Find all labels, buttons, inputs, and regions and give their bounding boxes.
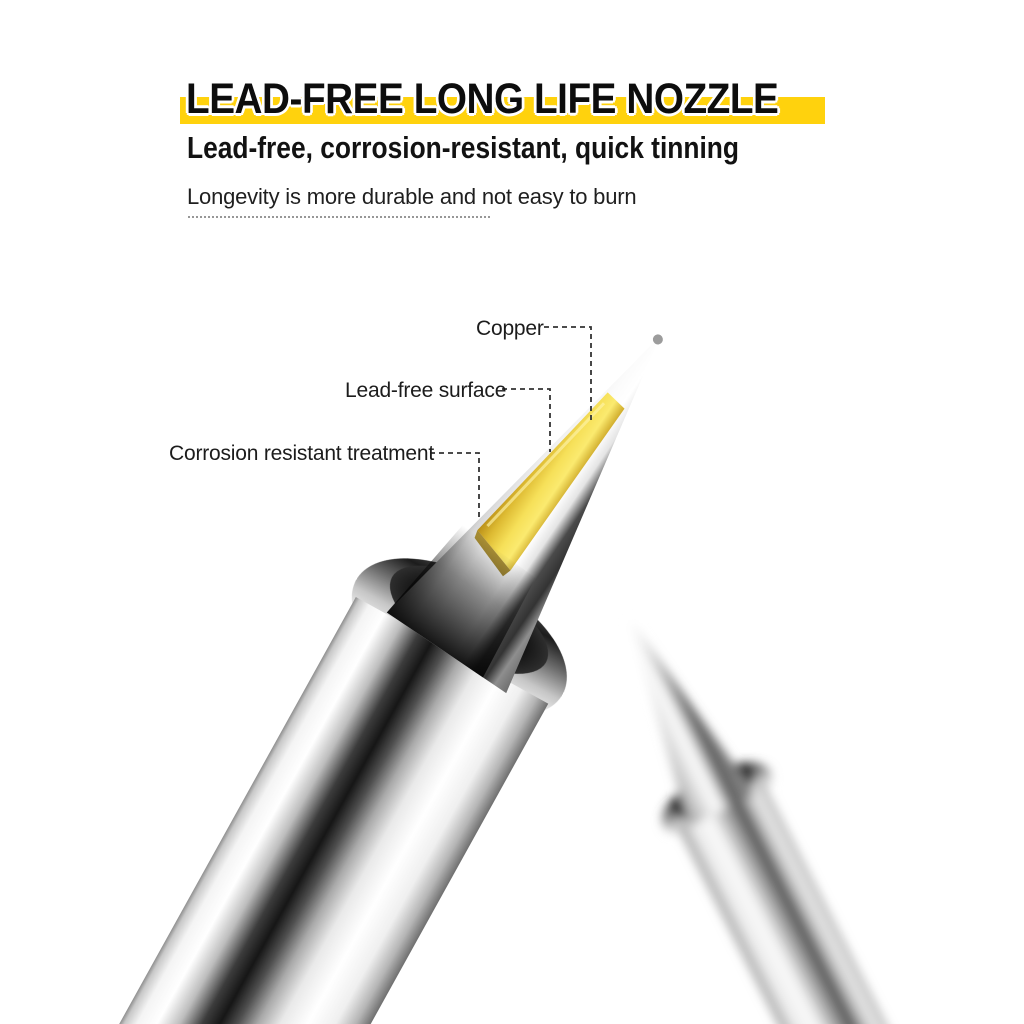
copper-callout-line	[544, 327, 591, 424]
background-soldering-tip	[595, 602, 982, 1024]
callout-label-copper: Copper	[476, 317, 544, 340]
main-soldering-tip	[48, 295, 720, 1024]
page-title: LEAD-FREE LONG LIFE NOZZLE	[186, 75, 779, 123]
tagline-underline	[188, 216, 490, 218]
callout-label-lead-free-surface: Lead-free surface	[345, 379, 507, 402]
tagline: Longevity is more durable and not easy to burn	[187, 184, 637, 209]
callout-label-corrosion-resistant-treatment: Corrosion resistant treatment	[169, 442, 434, 465]
subtitle: Lead-free, corrosion-resistant, quick tinning	[187, 130, 739, 165]
bg-tip-barrel	[677, 783, 971, 1024]
bg-tip-cone	[595, 602, 755, 827]
lead-free-surface-callout-line	[502, 389, 550, 452]
corrosion-callout-line	[430, 453, 479, 520]
